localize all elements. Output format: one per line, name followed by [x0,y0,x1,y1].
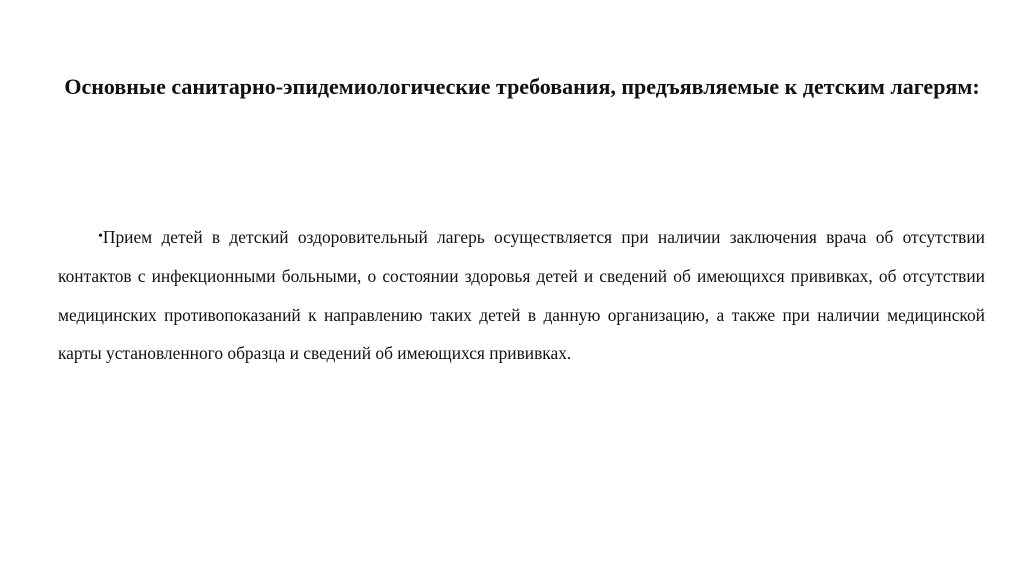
bullet-icon: • [98,229,103,244]
slide-title: Основные санитарно-эпидемиологические требования, предъявляемые к детским лагерям: [64,74,980,99]
bullet-paragraph [58,218,985,373]
paragraph-text: Прием детей в детский оздоровительный лагерь осуществляется при наличии заключения врача об отсутствии контактов с инфекционными больными, о состоянии здоровья детей и сведений об имеющихся прививках, об отсутствии медицинских противопоказаний к направлению таких детей в данную организацию, а также при наличии медицинской карты установленного образца и сведений об имеющихся прививках. [58,227,985,364]
